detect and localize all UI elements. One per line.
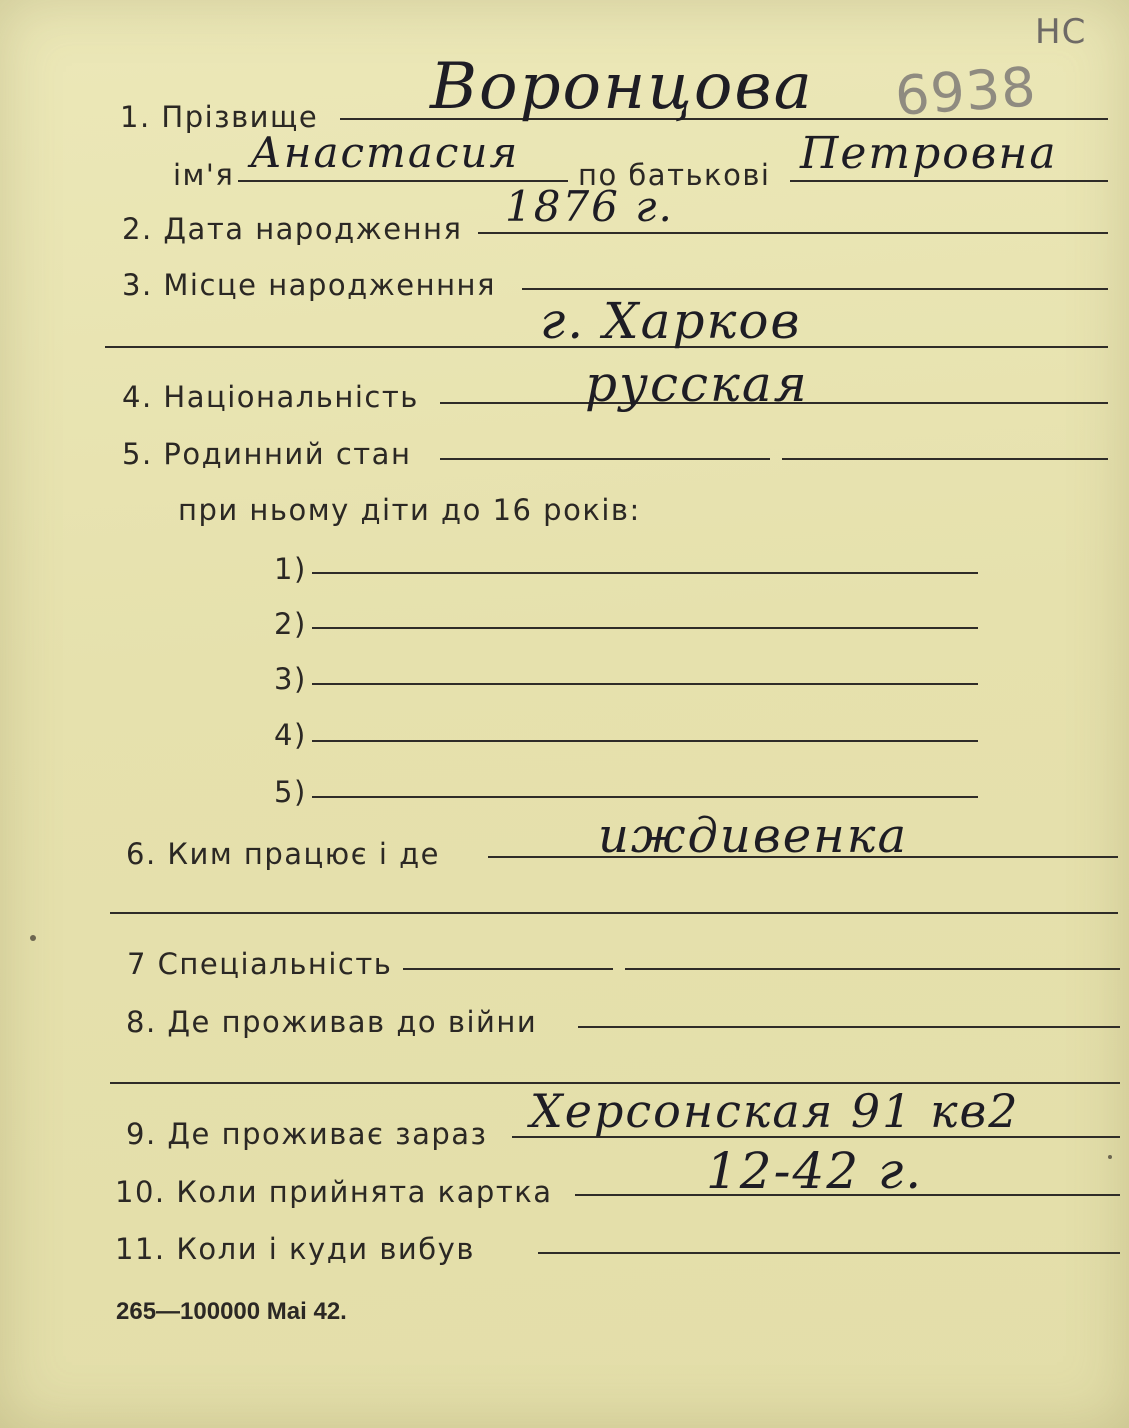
specialty-line-1 — [403, 968, 613, 970]
corner-mark: НС — [1035, 12, 1087, 52]
paper-speck — [1108, 1155, 1112, 1159]
children-label: при ньому діти до 16 років: — [178, 493, 641, 527]
prewar-residence-line-1 — [578, 1026, 1120, 1028]
child-4-label: 4) — [274, 718, 307, 752]
paper-speck — [30, 935, 36, 941]
occupation-value: иждивенка — [598, 808, 909, 864]
child-5-line — [312, 796, 978, 798]
marital-status-line-1 — [440, 458, 770, 460]
child-2-label: 2) — [274, 607, 307, 641]
current-residence-label: 9. Де проживає зараз — [126, 1117, 488, 1151]
patronymic-value: Петровна — [800, 128, 1058, 179]
first-name-label: ім'я — [173, 158, 235, 192]
patronymic-line — [790, 180, 1108, 182]
child-1-line — [312, 572, 978, 574]
first-name-value: Анастасия — [250, 128, 520, 177]
occupation-line-2 — [110, 912, 1118, 914]
child-5-label: 5) — [274, 775, 307, 809]
child-4-line — [312, 740, 978, 742]
surname-label: 1. Прізвище — [120, 100, 319, 134]
birth-date-label: 2. Дата народження — [122, 212, 463, 246]
print-code: 265—100000 Mai 42. — [116, 1298, 347, 1325]
birth-date-value: 1876 г. — [505, 182, 674, 231]
child-1-label: 1) — [274, 552, 307, 586]
departure-line — [538, 1252, 1120, 1254]
marital-status-line-2 — [782, 458, 1108, 460]
patronymic-label: по батькові — [578, 158, 771, 192]
current-residence-value: Херсонская 91 кв2 — [530, 1084, 1020, 1138]
child-3-label: 3) — [274, 662, 307, 696]
card-accepted-value: 12-42 г. — [706, 1142, 924, 1200]
surname-value: Воронцова — [430, 50, 814, 124]
birth-place-value: г. Харков — [540, 292, 802, 350]
nationality-label: 4. Національність — [122, 380, 419, 414]
occupation-label: 6. Ким працює і де — [126, 837, 441, 871]
birth-place-line-1 — [522, 288, 1108, 290]
prewar-residence-label: 8. Де проживав до війни — [126, 1005, 538, 1039]
marital-status-label: 5. Родинний стан — [122, 437, 412, 471]
child-2-line — [312, 627, 978, 629]
birth-place-label: 3. Місце народженння — [122, 268, 496, 302]
birth-date-line — [478, 232, 1108, 234]
specialty-line-2 — [625, 968, 1120, 970]
card-accepted-label: 10. Коли прийнята картка — [115, 1175, 553, 1209]
child-3-line — [312, 683, 978, 685]
nationality-value: русская — [585, 355, 809, 413]
card-number: 6938 — [892, 55, 1039, 128]
specialty-label: 7 Спеціальність — [127, 947, 393, 981]
departure-label: 11. Коли і куди вибув — [115, 1232, 475, 1266]
